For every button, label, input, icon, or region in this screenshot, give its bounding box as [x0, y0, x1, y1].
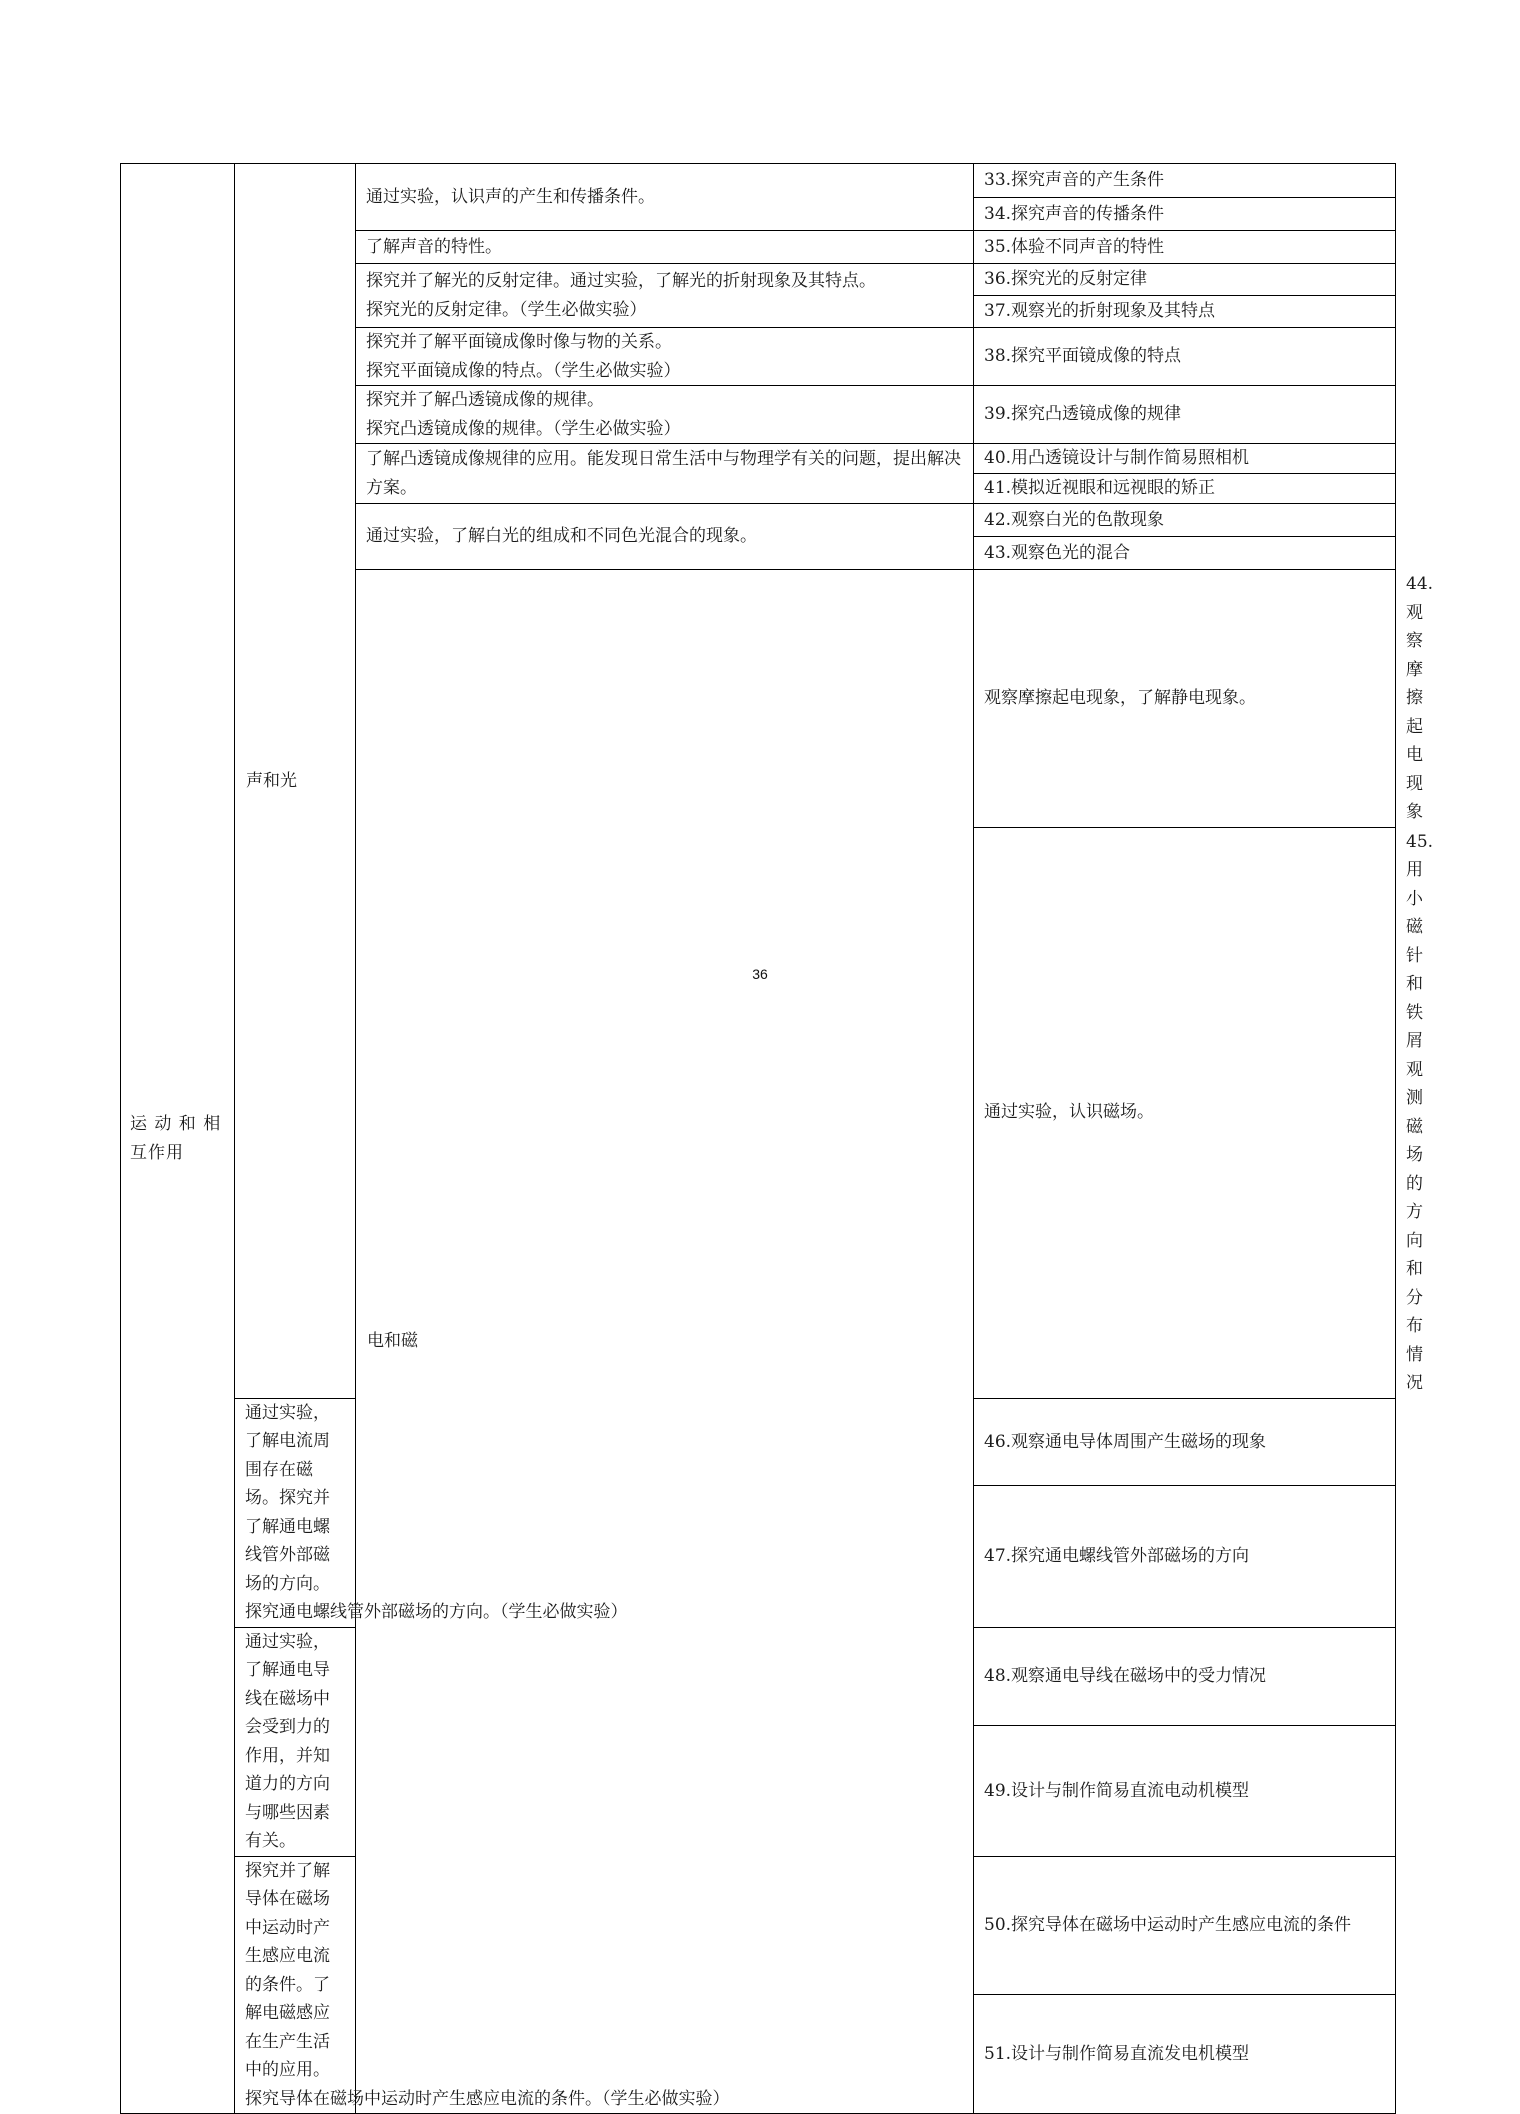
experiment-cell: 42.观察白光的色散现象: [974, 504, 1396, 537]
experiment-cell: 46.观察通电导体周围产生磁场的现象: [974, 1398, 1396, 1486]
requirement-line: 探究并了解平面镜成像时像与物的关系。: [366, 332, 672, 352]
requirement-line: 通过实验，了解白光的组成和不同色光混合的现象。: [366, 526, 757, 547]
requirement-text: 探究并了解导体在磁场中运动时产生感应电流的条件。了解电磁感应在生产生活中的应用。: [245, 1860, 330, 2080]
category-line-1: 运 动 和 相: [130, 1114, 222, 1134]
experiment-cell: 43.观察色光的混合: [974, 537, 1396, 570]
requirement-cell: [235, 1627, 356, 1856]
requirement-line: 探究导体在磁场中运动时产生感应电流的条件。（学生必做实验）: [245, 2088, 730, 2109]
curriculum-table: 运 动 和 相 互作用 声和光 通过实验，认识声的产生和传播条件。 33.探究声音的产生条件 34.探究声音的传播条件 了解声音的特性。 35.体验不同声音的特性 探究并了解光的反射定律。通过实验，了解光的折射现象及其特点。 探究光的反射定律。（学生必做实验） 36.探究光的反射定律 37.观察光的折射现象及其特点 探究并了解平面镜成像时像与物的关系。 探究平面镜成像的特点。（学生必做实验） 38.探究平面镜成像的特点 探究并了解凸透镜成像的规律。 探究凸透镜成像的规律。（学生必做实验） 39.探究凸透镜成像的规律 了解凸透镜成像规律的应用。能发现日常生活中与物理学有关的问题，提出解决方案。 40.用凸透镜设计与制作简易照相机 41.模拟近视眼和远视眼的矫正 通过实验，了解白光的组成和不同色光混合的现象。 42.观察白光的色散现象 43.观察色光的混合 电和磁 观察摩擦起电现象，了解静电现象。 44.观察摩擦起电现象 通过实验，认识磁场。 45.用小磁针和铁屑观测磁场的方向和分布情况 通过实验，了解电流周围存在磁场。探究并了解通电螺线管外部磁场的方向。 探究通电螺线管外部磁场的方向。（学生必做实验） 46.观察通电导体周围产生磁场的现象 47.探究通电螺线管外部磁场的方向 通过实验，了解通电导线在磁场中会受到力的作用，并知道力的方向与哪些因素有关。 48.观察通电导线在磁场中的受力情况 49.设计与制作简易直流电动机模型 探究并了解导体在磁场中运动时产生感应电流的条件。了解电磁感应在生产生活中的应用。 探究导体在磁场中运动时产生感应电流的条件。（学生必做实验） 50.探究导体在磁场中运动时产生感应电流的条件 51.设计与制作简易直流发电机模型: [120, 163, 1396, 2114]
experiment-cell: 48.观察通电导线在磁场中的受力情况: [974, 1627, 1396, 1726]
requirement-line: 探究光的反射定律。（学生必做实验）: [366, 299, 647, 320]
category-cell: [121, 164, 235, 2114]
requirement-cell: [356, 164, 974, 231]
requirement-cell: [235, 1856, 730, 2114]
experiment-cell: 41.模拟近视眼和远视眼的矫正: [974, 474, 1396, 504]
requirement-cell: [974, 827, 1396, 1398]
requirement-line: 观察摩擦起电现象，了解静电现象。: [984, 688, 1256, 708]
subcategory-sound-light: 声和光: [235, 164, 356, 1399]
experiment-cell: 51.设计与制作简易直流发电机模型: [974, 1994, 1396, 2113]
experiment-cell: 50.探究导体在磁场中运动时产生感应电流的条件: [974, 1856, 1396, 1994]
requirement-cell: [356, 231, 974, 264]
experiment-cell: 36.探究光的反射定律: [974, 264, 1396, 296]
experiment-cell: 35.体验不同声音的特性: [974, 231, 1396, 264]
requirement-line: 探究并了解凸透镜成像的规律。: [366, 390, 604, 410]
page-number: 36: [752, 966, 768, 982]
experiment-cell: 47.探究通电螺线管外部磁场的方向: [974, 1486, 1396, 1627]
requirement-text: 通过实验，了解电流周围存在磁场。探究并了解通电螺线管外部磁场的方向。: [245, 1402, 330, 1594]
requirement-cell: [974, 570, 1396, 828]
experiment-cell: 40.用凸透镜设计与制作简易照相机: [974, 444, 1396, 474]
requirement-cell: [235, 1398, 628, 1627]
experiment-cell: 37.观察光的折射现象及其特点: [974, 296, 1396, 328]
experiment-cell: 33.探究声音的产生条件: [974, 164, 1396, 198]
experiment-cell: 49.设计与制作简易直流电动机模型: [974, 1726, 1396, 1856]
subcategory-electricity-magnetism: 电和磁: [356, 570, 974, 2114]
requirement-line: 探究凸透镜成像的规律。（学生必做实验）: [366, 418, 681, 439]
requirement-line: 通过实验，认识声的产生和传播条件。: [366, 186, 655, 207]
requirement-line: 探究平面镜成像的特点。（学生必做实验）: [366, 360, 681, 381]
experiment-cell: 34.探究声音的传播条件: [974, 198, 1396, 231]
experiment-cell: 39.探究凸透镜成像的规律: [974, 386, 1396, 444]
requirement-cell: [356, 328, 974, 386]
requirement-line: 探究通电螺线管外部磁场的方向。（学生必做实验）: [245, 1602, 628, 1622]
requirement-text: 通过实验，了解通电导线在磁场中会受到力的作用，并知道力的方向与哪些因素有关。: [245, 1631, 330, 1851]
experiment-cell: 38.探究平面镜成像的特点: [974, 328, 1396, 386]
requirement-line: 探究并了解光的反射定律。通过实验，了解光的折射现象及其特点。: [366, 271, 876, 291]
requirement-cell: [356, 504, 974, 570]
requirement-line: 通过实验，认识磁场。: [984, 1102, 1154, 1123]
requirement-text: 了解凸透镜成像规律的应用。能发现日常生活中与物理学有关的问题，提出解决方案。: [366, 449, 961, 498]
requirement-cell: [356, 444, 974, 504]
category-line-2: 互作用: [130, 1142, 184, 1163]
requirement-line: 了解声音的特性。: [366, 236, 502, 257]
requirement-cell: [356, 386, 974, 444]
requirement-cell: [356, 264, 974, 328]
